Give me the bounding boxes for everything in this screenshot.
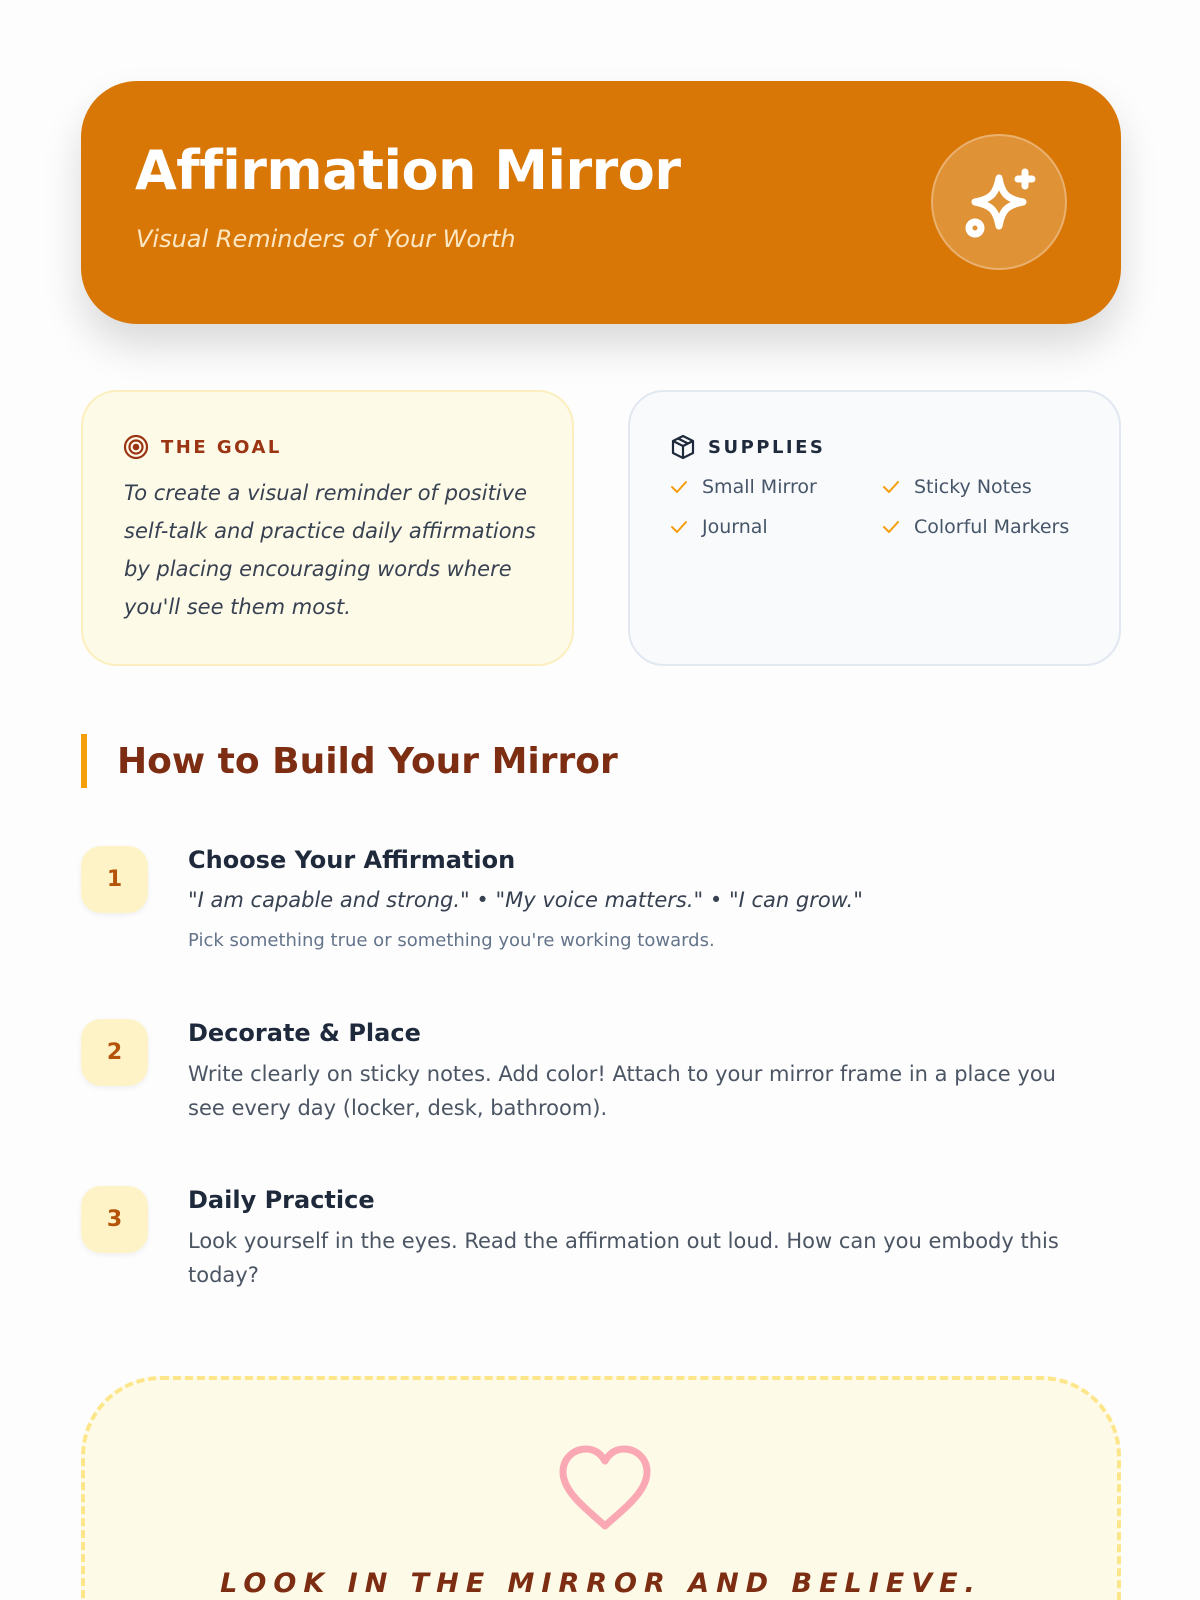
check-icon bbox=[670, 520, 688, 534]
supply-label: Small Mirror bbox=[702, 476, 817, 498]
step-title: Choose Your Affirmation bbox=[188, 846, 516, 874]
step-title: Daily Practice bbox=[188, 1186, 375, 1214]
supplies-header bbox=[670, 434, 825, 460]
step-description: Write clearly on sticky notes. Add color! Attach to your mirror frame in a place you see every day (locker, desk, bathroom). bbox=[188, 1062, 1056, 1120]
section-heading bbox=[81, 734, 618, 788]
sparkles-icon bbox=[963, 166, 1039, 242]
supply-label: Sticky Notes bbox=[914, 476, 1032, 498]
supply-label: Colorful Markers bbox=[914, 516, 1070, 538]
target-icon bbox=[123, 434, 149, 460]
supplies-label: SUPPLIES bbox=[708, 436, 826, 458]
heart-icon bbox=[555, 1442, 655, 1532]
step-quote: "I am capable and strong." • "My voice matters." • "I can grow." bbox=[188, 888, 863, 912]
goal-text: To create a visual reminder of positive self-talk and practice daily affirmations by placing encouraging words where you'll see them most. bbox=[124, 481, 536, 619]
step-number: 3 bbox=[81, 1186, 148, 1253]
closing-text: LOOK IN THE MIRROR AND BELIEVE. bbox=[220, 1568, 982, 1599]
check-icon bbox=[670, 480, 688, 494]
page-subtitle: Visual Reminders of Your Worth bbox=[136, 225, 516, 253]
goal-card bbox=[81, 390, 574, 666]
step-description: Look yourself in the eyes. Read the affirmation out loud. How can you embody this today? bbox=[188, 1229, 1059, 1287]
header-banner bbox=[81, 81, 1121, 324]
supplies-card bbox=[628, 390, 1121, 666]
supplies-list bbox=[670, 474, 1110, 540]
step-body bbox=[188, 1019, 1088, 1125]
page-title: Affirmation Mirror bbox=[135, 139, 681, 202]
step-body bbox=[188, 1186, 1088, 1292]
supply-item bbox=[882, 474, 1102, 500]
box-icon bbox=[670, 434, 696, 460]
check-icon bbox=[882, 480, 900, 494]
goal-header bbox=[123, 434, 282, 460]
step-number: 1 bbox=[81, 846, 148, 913]
step-body bbox=[188, 846, 1088, 951]
sparkles-badge bbox=[931, 134, 1067, 270]
step-hint: Pick something true or something you're working towards. bbox=[188, 930, 715, 951]
believe-callout bbox=[81, 1376, 1121, 1600]
goal-label: THE GOAL bbox=[161, 436, 282, 458]
check-icon bbox=[882, 520, 900, 534]
supply-label: Journal bbox=[702, 516, 768, 538]
section-title: How to Build Your Mirror bbox=[117, 740, 618, 782]
supply-item bbox=[670, 514, 882, 540]
supply-item bbox=[882, 514, 1102, 540]
step-title: Decorate & Place bbox=[188, 1019, 421, 1047]
supply-item bbox=[670, 474, 882, 500]
step-number: 2 bbox=[81, 1019, 148, 1086]
